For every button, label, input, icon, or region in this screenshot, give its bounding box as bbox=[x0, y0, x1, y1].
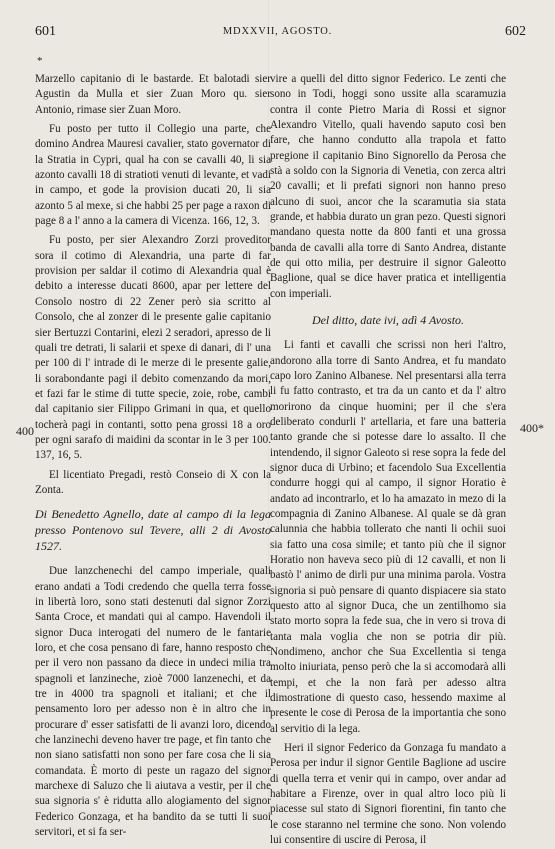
paragraph: Marzello capitanio di le bastarde. Et balotadi sier Agustin da Mulla et sier Zuan Moro qu. sier Antonio, rimase sier Zuan Moro. bbox=[35, 73, 271, 116]
paragraph: Li fanti et cavalli che scrissi non heri l'altro, andorono alla torre di Santo Andrea, et fu mandato capo loro Zanino Albanese. Nel presentarsi alla terra li fu fatto contrasto, et tra da un canto et da l' altro morirono da cinque huomini; per il che s'era deliberato condurli l' artellaria, et fare una batteria tanto grande che si potesse dare lo assalto. Il che intendendo, il signor Galeoto si rese sopra la fede del signor duca di Urbino; et facendolo Sua Excellentia condurre hoggi qui al campo, il signor Horatio è andato ad incontrarlo, et lo ha amazato in mezo di la compagnia di Zanino Albanese. Al quale se dà gran calunnia che habbia tollerato che nanti li ochii suoi sia fatto una cosa simile; et tanto più che il signor Horatio non haveva seco più di 12 cavalli, et non li bastò l' animo de dirli pur una minima parola. Vostra signoria si può pensare di quanto dispiacere sia stato questo atto al signor Duca, che un zentilhomo sia stato morto sopra la fede sua, che in vero si trova di tanta mala voglia che non se potria dir più. Nondimeno, anchor che Sua Excellentia si tenga molto iniuriata, penso però che la si accomodarà alli tempi, et che la non farà per adesso altra dimostratione di questo caso, hessendo maxime al presente le cose di Perosa de la importantia che sono al servitio di la lega. bbox=[270, 339, 506, 735]
letter-heading: Del ditto, date ivi, adì 4 Avosto. bbox=[311, 313, 465, 328]
margin-number-right: 400* bbox=[520, 421, 544, 435]
right-column bbox=[270, 72, 506, 849]
paragraph: El licentiato Pregadi, restò Conseio di X con la Zonta. bbox=[35, 468, 271, 496]
paragraph: Fu posto, per sier Alexandro Zorzi proveditor sora il cotimo di Alexandria, una parte di far provision per saldar il cotimo di Alexandria qual è debito a interesse ducati 8600, apar per lettere del Consolo nostro di 22 Zener però sia scritto al Consolo, che al zonzer di le presente galie capitanio sier Bertuzzi Contarini, elezi 2 seradori, apresso de li quali tre detrati, li salarii et spexe di danari, di l' una per 100 di l' intrade di le merze di le presente galie, li sorabondante pagi il debito comenzando da mori, et fazi far le stime di tutte specie, zoie, robe, cambi dal capitanio sier Filippo Grimani in qua, et quello tocherà pagi in contanti, sotto pena grossi 18 a oro per ogni sarafo di maidini da scontar in le 3 per 100. 137, 16, 5. bbox=[35, 234, 271, 462]
paragraph: Due lanzchenechi del campo imperiale, quali erano andati a Todi credendo che quella terra fosse in libertà loro, sono stati destenuti dal signor Zorzi Santa Croce, et mandati qui al campo. Havendoli il signor Duca interogati del numero de le fantarie loro, et che cosa pensano di fare, hanno resposto che per il vero non passano da diece in undeci milia tra spagnoli et lanzineche, zioè 7000 lanzenechi, et da tre in 4000 tra spagnoli et italiani; et che il pensamento loro per adesso non è in altro che in procurare d' esser satisfatti de li avanzi loro, dicendo che lanzinechi deveno haver tre page, et fin tanto che non siano satisfatti non sono per fare cosa che li sia comandata. È morto di peste un ragazo del signor marchexe di Saluzo che li aiutava a vestir, per il che sua signoria s' è ridutta allo alogiamento del signor Federico Gonzaga, et ha bandito da se tutti li suoi servitori, et si fa ser- bbox=[35, 565, 271, 839]
page-number-right: 602 bbox=[505, 24, 526, 39]
paragraph: Heri il signor Federico da Gonzaga fu mandato a Perosa per indur il signor Gentile Baglione ad uscire di quella terra et venir qui in campo, over andar ad habitare a Firenze, over in qual altro loco più li piacesse sul stato di Signori fiorentini, fin tanto che le cose staranno nel termine che sono. Non volendo lui consentire di uscire di Perosa, il bbox=[270, 742, 506, 847]
top-mark: * bbox=[37, 55, 43, 67]
paragraph: vire a quelli del ditto signor Federico. Le zenti che sono in Todi, hoggi sono ussite alla scaramuzia contra il conte Pietro Maria di Rossi et signor Alexandro Vitello, quali havendo saputo così ben fare, che hanno condutto alla trapola et fatto pregione il capitanio Bino Signorello da Perosa che stà a soldo con la Signoria di Venetia, con zerca altri 20 cavalli; et li prefati signori non hanno preso alcuno di suoi, ancor che la scaramutia sia stata grande, et habbia durato un gran pezo. Questi signori mandano questa notte da 800 fanti et una grossa banda de cavalli alla torre di Santo Andrea, distante de qui otto milia, per destruire il signor Galeotto Baglione, qual se dice haver pratica et intelligentia con imperiali. bbox=[270, 73, 506, 300]
running-title: MDXXVII, AGOSTO. bbox=[222, 26, 333, 37]
margin-number-left: 400 bbox=[16, 424, 34, 438]
left-column bbox=[35, 72, 271, 840]
page-header bbox=[0, 24, 555, 44]
paragraph: Fu posto per tutto il Collegio una parte, che domino Andrea Mauresi cavalier, stato governator di la Stratia in Cypri, qual ha con se cavalli 40, li sia azonto cavalli 18 di stratioti venuti di levante, et vadi in campo, et gode la provision ducati 20, li sia azonto 5 al mexe, si che habbi 25 per page a raxon di page 8 a l' anno a la camera di Vicenza. 166, 12, 3. bbox=[35, 123, 271, 228]
letter-heading: Di Benedetto Agnello, date al campo di la lega presso Pontenovo sul Tevere, alli 2 di Avosto 1527. bbox=[35, 507, 271, 554]
page-number-left: 601 bbox=[35, 24, 56, 39]
